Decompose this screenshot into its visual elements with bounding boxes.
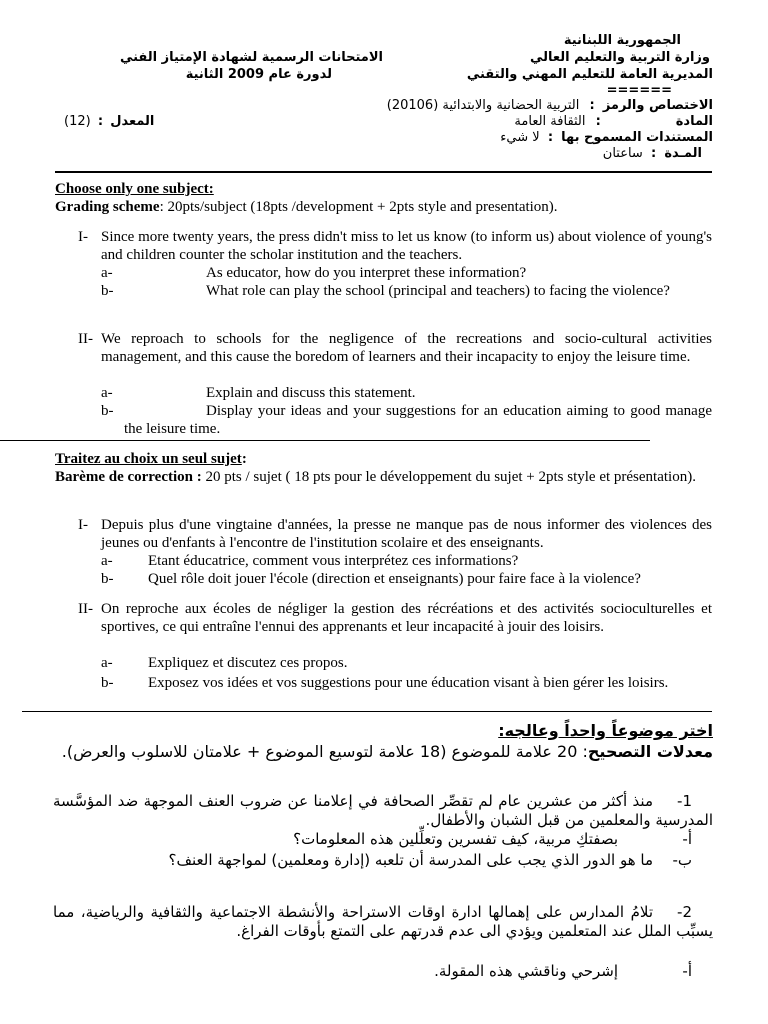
header-separator: ====== xyxy=(606,83,672,98)
french-grading xyxy=(55,468,712,486)
english-subject-1-b-label: b- xyxy=(101,283,114,299)
documents-row xyxy=(500,129,713,146)
french-subject-1-b-label: b- xyxy=(101,571,114,587)
subject-label: المادة xyxy=(675,114,713,129)
english-subject-2-number: II- xyxy=(78,331,93,347)
english-instruction: Choose only one subject: xyxy=(55,181,214,197)
subject-colon: : xyxy=(595,114,601,129)
french-instruction-text: Traitez au choix un seul sujet xyxy=(55,451,242,467)
french-subject-1-a-label: a- xyxy=(101,553,113,569)
subject-row xyxy=(514,113,713,130)
english-subject-1-number: I- xyxy=(78,229,88,245)
french-grading-label: Barème de correction : xyxy=(55,469,202,485)
duration-value: ساعتان xyxy=(602,146,643,161)
french-subject-2-b-label: b- xyxy=(101,675,114,691)
arabic-subject-1-a-label: أ- xyxy=(682,830,692,848)
duration-row xyxy=(603,145,702,162)
english-subject-1-a-text: As educator, how do you interpret these information? xyxy=(206,265,527,281)
duration-label: المـدة xyxy=(664,146,702,161)
subject-value: الثقافة العامة xyxy=(514,114,586,129)
arabic-grading xyxy=(58,741,713,762)
arabic-grading-label: معدلات التصحيح xyxy=(587,742,713,761)
specialty-label: الاختصاص والرمز xyxy=(602,98,713,113)
french-subject-2-text: On reproche aux écoles de négliger la gestion des récréations et des activités socioculturelles et sportives, ce qui entraîne l'ennui des apprenants et leur incapacité à jouir des loisirs. xyxy=(101,601,712,635)
documents-label: المستندات المسموح بها xyxy=(561,130,713,145)
english-grading-text: : 20pts/subject (18pts /development + 2pts style and presentation). xyxy=(159,199,558,215)
coefficient-label: المعدل xyxy=(110,114,155,129)
exams-title: الامتحانات الرسمية لشهادة الإمتياز الفني xyxy=(119,50,383,65)
exams-session: لدورة عام 2009 الثانية xyxy=(185,67,332,82)
specialty-value: التربية الحضانية والابتدائية (20106) xyxy=(386,98,580,113)
english-subject-1-text: Since more twenty years, the press didn't miss to let us know (to inform us) about violence of young's and children counter the scholar institution and the teachers. xyxy=(101,229,712,263)
arabic-subject-1-number: 1- xyxy=(677,792,692,810)
french-subject-1-a-text: Etant éducatrice, comment vous interprétez ces informations? xyxy=(148,553,519,569)
duration-colon: : xyxy=(650,146,657,161)
header-divider xyxy=(55,171,712,173)
english-subject-2-b-label: b- xyxy=(101,403,114,419)
arabic-subject-1-b-text: ما هو الدور الذي يجب على المدرسة أن تلعبه (إدارة ومعلمين) لمواجهة العنف؟ xyxy=(168,851,653,869)
header-republic: الجمهورية اللبنانية xyxy=(563,33,681,48)
french-subject-2-a-label: a- xyxy=(101,655,113,671)
french-subject-1-number: I- xyxy=(78,517,88,533)
arabic-grading-text: : 20 علامة للموضوع (18 علامة لتوسيع الموضوع + علامتان للاسلوب والعرض). xyxy=(61,742,588,761)
arabic-subject-2-a-text: إشرحي وناقشي هذه المقولة. xyxy=(434,962,618,980)
arabic-subject-1-b-label: ب- xyxy=(672,851,692,869)
specialty-colon: : xyxy=(589,98,595,113)
english-subject-1-b-text: What role can play the school (principal and teachers) to facing the violence? xyxy=(206,283,670,299)
english-grading-label: Grading scheme xyxy=(55,199,160,215)
arabic-subject-2-number: 2- xyxy=(677,903,692,921)
english-subject-2-a-text: Explain and discuss this statement. xyxy=(206,385,416,401)
french-subject-2-number: II- xyxy=(78,601,93,617)
documents-colon: : xyxy=(547,130,554,145)
english-subject-2-text: We reproach to schools for the negligence of the recreations and socio-cultural activities management, and this cause the boredom of learners and their incapacity to enjoy the leisure time. xyxy=(101,331,712,365)
header-directorate: المديرية العامة للتعليم المهني والتقني xyxy=(466,67,713,82)
coefficient xyxy=(64,113,154,130)
specialty-row xyxy=(387,97,713,114)
french-instruction-colon: : xyxy=(241,451,247,467)
french-subject-2-b-text: Exposez vos idées et vos suggestions pour une éducation visant à bien gérer les loisirs. xyxy=(148,675,669,691)
coefficient-colon: : xyxy=(97,114,104,129)
documents-value: لا شيء xyxy=(500,130,540,145)
french-divider xyxy=(22,711,712,712)
french-subject-1-text: Depuis plus d'une vingtaine d'années, la presse ne manque pas de nous informer des violences des jeunes ou d'enfants à l'encontre de l'institution scolaire et des enseignants. xyxy=(101,517,712,551)
english-grading xyxy=(55,198,715,216)
arabic-instruction: اختر موضوعاً واحداً وعالجه: xyxy=(498,721,713,740)
english-subject-2-b-text: Display your ideas and your suggestions for an education aiming to good manage the leisure time. xyxy=(124,403,712,437)
coefficient-value: (12) xyxy=(64,114,91,129)
arabic-subject-2-text: تلامُ المدارس على إهمالها ادارة اوقات الاستراحة والأنشطة الاجتماعية والثقافية والرياضية، مما يسبِّب الملل عند المتعلمين ويؤدي الى عدم قدرتهم على التمتع بأوقات الفراغ. xyxy=(53,903,713,940)
english-subject-2-a-label: a- xyxy=(101,385,113,401)
french-subject-2-a-text: Expliquez et discutez ces propos. xyxy=(148,655,348,671)
header-ministry: وزارة التربية والتعليم العالي xyxy=(529,50,710,65)
arabic-subject-1-a-text: بصفتكِ مربية، كيف تفسرين وتعلِّلين هذه المعلومات؟ xyxy=(293,830,618,848)
arabic-subject-2-a-label: أ- xyxy=(682,962,692,980)
english-divider xyxy=(0,440,650,441)
french-subject-1-b-text: Quel rôle doit jouer l'école (direction et enseignants) pour faire face à la violence? xyxy=(148,571,641,587)
french-grading-text: 20 pts / sujet ( 18 pts pour le développement du sujet + 2pts style et présentation). xyxy=(201,469,696,485)
french-instruction xyxy=(55,450,247,468)
english-subject-1-a-label: a- xyxy=(101,265,113,281)
arabic-subject-1-text: منذ أكثر من عشرين عام لم تقصِّر الصحافة في إعلامنا عن ضروب العنف الموجهة ضد المؤسَّسة المدرسية والمعلمين من قبل الشبان والأطفال. xyxy=(53,792,713,829)
